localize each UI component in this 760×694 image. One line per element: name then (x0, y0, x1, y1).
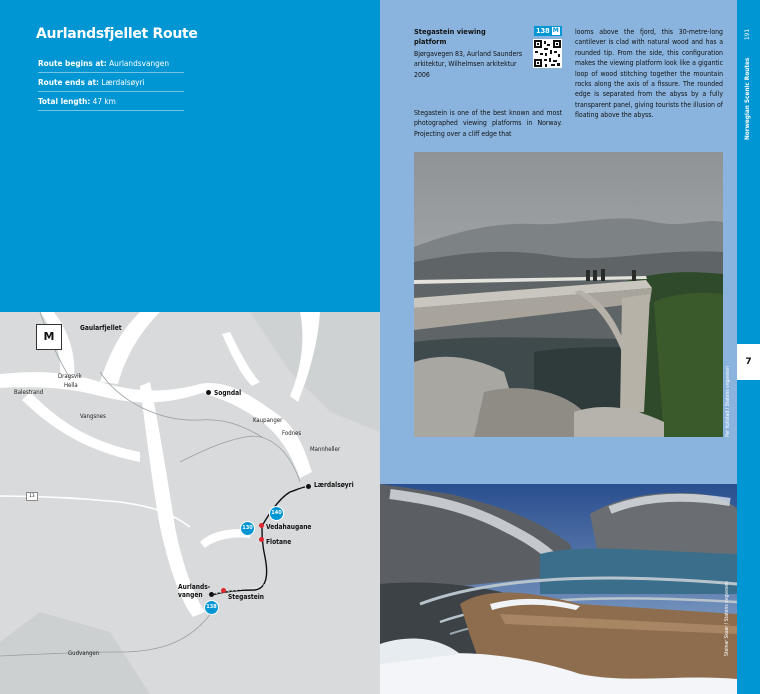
route-begin-row: Route begins at: Aurlandsvangen (38, 54, 184, 73)
map-label-mannheller: Mannheller (310, 446, 341, 453)
route-header-panel (0, 0, 380, 312)
route-end-row: Route ends at: Lærdalsøyri (38, 73, 184, 92)
poi-dot-vedahaugane (259, 523, 264, 528)
map-label-hella: Hella (64, 382, 78, 389)
route-length-row: Total length: 47 km (38, 92, 184, 111)
chapter-tab[interactable]: 7 (737, 344, 760, 380)
poi-meta: Bjørgavegen 83, Aurland Saunders arkitektur, Wilhelmsen arkitektur 2006 (414, 50, 523, 79)
poi-marker-140: 140 (269, 506, 284, 521)
poi-marker-138: 138 (204, 600, 219, 615)
poi-marker-130: 130 (240, 521, 255, 536)
sidebar-section-title: Norwegian Scenic Routes (743, 57, 751, 140)
poi-code-badge: 138 M (534, 26, 562, 36)
map-terrain (0, 312, 380, 694)
map-legend-badge: M (36, 324, 62, 350)
town-dot-aurlandsvangen (209, 592, 214, 597)
photo2-credit: Steinar Skaar / Statens vegvesen (724, 581, 730, 656)
poi-dot-stegastein (221, 588, 226, 593)
photo1-credit: Per Kollstad / Statens vegvesen (725, 366, 731, 437)
map-label-sogndal: Sogndal (214, 389, 242, 397)
page-number: 191 (743, 29, 751, 40)
map-label-vangsnes: Vangsnes (80, 413, 106, 420)
town-dot-laerdalsoyri (306, 484, 311, 489)
road-marker-13: 13 (26, 492, 38, 501)
route-title: Aurlandsfjellet Route (36, 26, 198, 42)
qr-code-icon[interactable] (533, 39, 562, 68)
map-label-kaupanger: Kaupanger (253, 417, 283, 424)
poi-title: Stegastein viewing platform (414, 27, 486, 46)
route-map (0, 312, 380, 694)
map-label-aurlandsvangen: Aurlands- vangen (178, 583, 211, 599)
map-label-fodnes: Fodnes (282, 430, 302, 437)
map-label-vedahaugane: Vedahaugane (266, 523, 312, 531)
photo-stegastein-platform (414, 152, 723, 437)
poi-map-letter: M (552, 27, 559, 34)
photo-snowy-fjord-view (380, 484, 737, 694)
map-label-laerdalsoyri: Lærdalsøyri (314, 481, 354, 489)
map-label-gudvangen: Gudvangen (68, 650, 100, 657)
poi-body-col1: Stegastein is one of the best known and most photographed viewing platforms in Norway. Projecting over a cliff edge that (414, 109, 562, 138)
map-label-stegastein: Stegastein (228, 593, 265, 601)
map-label-flotane: Flotane (266, 538, 292, 546)
map-label-dragsvik: Dragsvik (58, 373, 82, 380)
poi-body-col2: looms above the fjord, this 30-metre-long cantilever is clad with natural wood and has a rounded tip. From the side, this configuration makes the viewing platform look like a gigantic loop of wood stitching together the mountain rocks along the axis of a fissure. The rounded edge is separated from the abyss by a fully transparent panel, giving tourists the illusion of floating above the abyss. (575, 28, 723, 120)
map-label-balestrand: Balestrand (14, 389, 44, 396)
map-label-gaularfjellet: Gaularfjellet (80, 324, 122, 332)
town-dot-sogndal (206, 390, 211, 395)
poi-dot-flotane (259, 537, 264, 542)
